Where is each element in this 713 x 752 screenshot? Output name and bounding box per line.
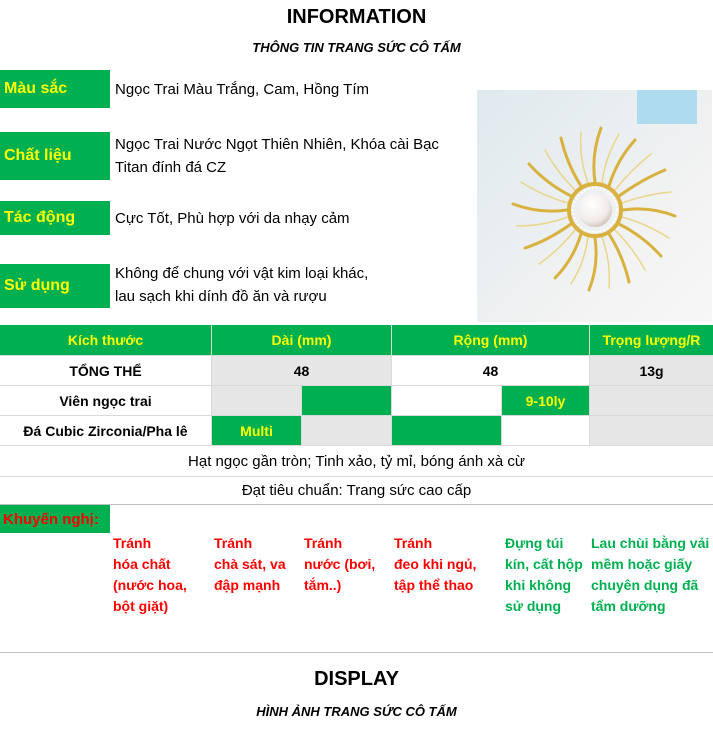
cell-blank bbox=[502, 416, 590, 446]
label-usage: Sử dụng bbox=[0, 264, 110, 308]
label-material: Chất liệu bbox=[0, 132, 110, 180]
cell-length: 48 bbox=[212, 356, 392, 386]
header-length: Dài (mm) bbox=[212, 325, 392, 356]
cell-blank bbox=[590, 416, 713, 446]
cell-blank bbox=[590, 386, 713, 416]
cell-blank bbox=[212, 386, 302, 416]
page-subtitle: THÔNG TIN TRANG SỨC CÔ TẤM bbox=[252, 40, 461, 55]
row-name: Đá Cubic Zirconia/Pha lê bbox=[0, 416, 212, 446]
label-effect: Tác động bbox=[0, 201, 110, 235]
display-subtitle: HÌNH ẢNH TRANG SỨC CÔ TẤM bbox=[256, 704, 457, 719]
recommendation-item: Đựng túi kín, cất hộp khi không sử dụng bbox=[505, 535, 583, 614]
table-row bbox=[0, 416, 713, 446]
recommendation-item: Tránh nước (bơi, tắm..) bbox=[304, 535, 376, 593]
recommendation-item: Tránh chà sát, va đập mạnh bbox=[214, 535, 286, 593]
size-table-header bbox=[0, 325, 713, 356]
row-name: Viên ngọc trai bbox=[0, 386, 212, 416]
value-usage: Không để chung với vật kim loại khác, lau sạch khi dính đồ ăn và rượu bbox=[115, 265, 369, 305]
standard-note: Đạt tiêu chuẩn: Trang sức cao cấp bbox=[0, 476, 713, 505]
cell-pearl-size: 9-10ly bbox=[502, 386, 590, 416]
recommendation-label: Khuyến nghị: bbox=[0, 505, 110, 533]
product-photo bbox=[477, 90, 712, 322]
cell-green bbox=[392, 416, 502, 446]
value-effect: Cực Tốt, Phù hợp với da nhạy cảm bbox=[115, 210, 350, 227]
quality-note: Hạt ngọc gần tròn; Tinh xảo, tỷ mỉ, bóng ánh xà cừ bbox=[0, 446, 713, 477]
cell-width: 48 bbox=[392, 356, 590, 386]
row-name: TỔNG THỂ bbox=[0, 356, 212, 386]
header-width: Rộng (mm) bbox=[392, 325, 590, 356]
header-size: Kích thước bbox=[0, 325, 212, 356]
label-color: Màu sắc bbox=[0, 70, 110, 108]
page-title: INFORMATION bbox=[286, 6, 427, 28]
cell-weight: 13g bbox=[590, 356, 713, 386]
display-title: DISPLAY bbox=[314, 668, 399, 690]
cell-blank bbox=[392, 386, 502, 416]
cell-green bbox=[302, 386, 392, 416]
recommendation-item: Lau chùi bằng vải mềm hoặc giấy chuyên dụng đã tẩm dưỡng bbox=[591, 535, 710, 614]
sun-pearl-brooch-icon bbox=[477, 90, 712, 322]
recommendation-item: Tránh hóa chất (nước hoa, bột giặt) bbox=[113, 535, 187, 614]
table-row bbox=[0, 386, 713, 416]
recommendation-item: Tránh đeo khi ngủ, tập thể thao bbox=[394, 535, 477, 593]
section-divider bbox=[0, 652, 713, 653]
value-color: Ngọc Trai Màu Trắng, Cam, Hồng Tím bbox=[115, 81, 369, 98]
cell-multi: Multi bbox=[212, 416, 302, 446]
value-material: Ngọc Trai Nước Ngọt Thiên Nhiên, Khóa cài Bạc Titan đính đá CZ bbox=[115, 136, 439, 176]
header-weight: Trọng lượng/R bbox=[590, 325, 713, 356]
table-row bbox=[0, 356, 713, 386]
cell-blank bbox=[302, 416, 392, 446]
